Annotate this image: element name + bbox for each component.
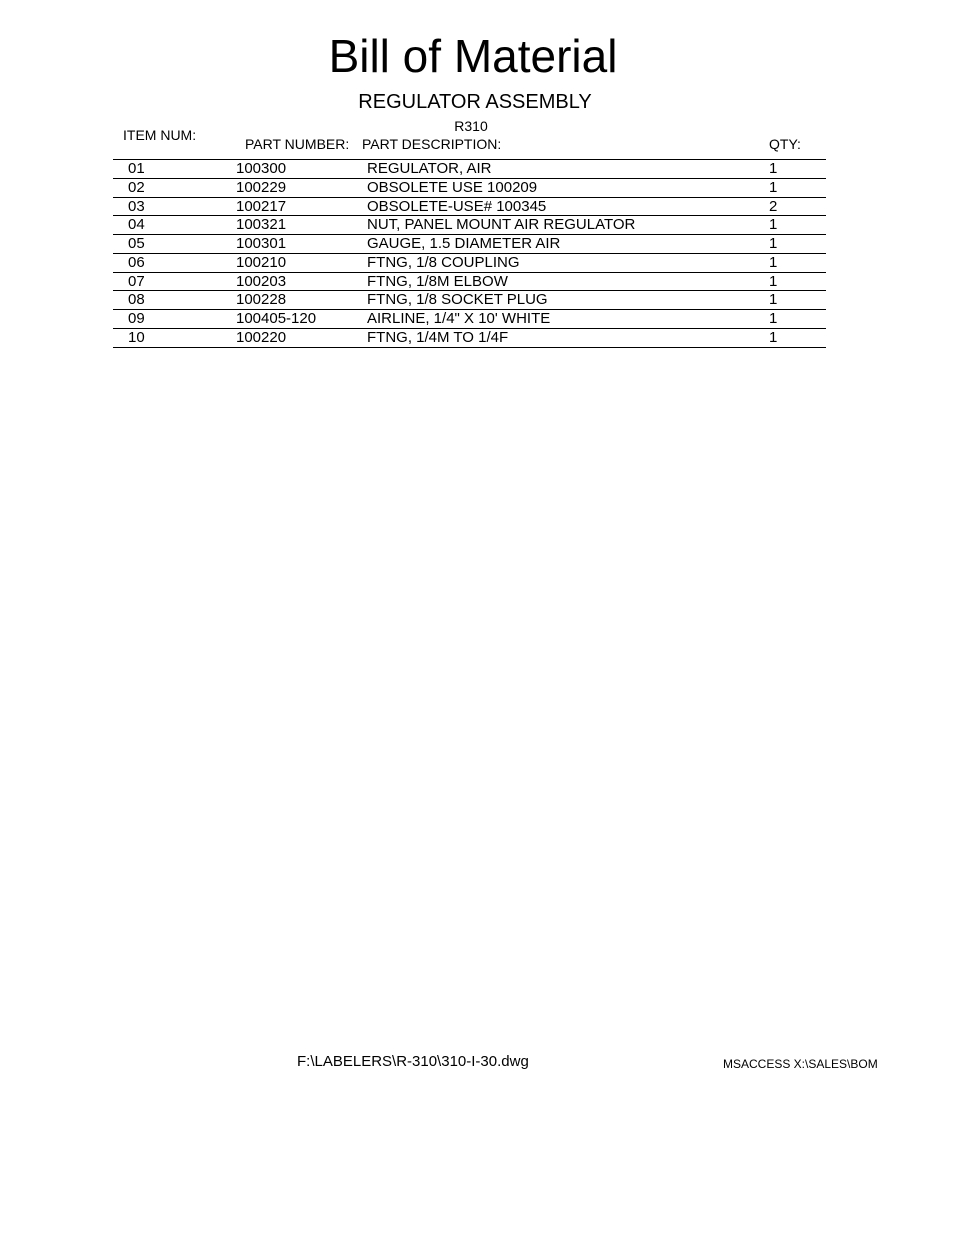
table-row: [113, 328, 826, 348]
table-row: [113, 234, 826, 253]
item-num-cell: 10: [128, 328, 145, 346]
item-num-cell: 06: [128, 253, 145, 271]
qty-cell: 1: [769, 310, 778, 328]
part-number-cell: 100210: [236, 253, 287, 271]
data-source-label: MSACCESS X:\SALES\BOM: [723, 1057, 878, 1071]
header-part-number: PART NUMBER:: [245, 136, 350, 152]
part-description-cell: GAUGE, 1.5 DIAMETER AIR: [367, 235, 561, 253]
part-number-cell: 100405-120: [236, 310, 317, 328]
table-row: [113, 159, 826, 178]
qty-cell: 1: [769, 272, 778, 290]
header-item-num: ITEM NUM:: [123, 127, 197, 143]
table-row: [113, 272, 826, 291]
table-row: [113, 178, 826, 197]
item-num-cell: 07: [128, 272, 145, 290]
model-number: R310: [454, 118, 488, 134]
qty-cell: 1: [769, 328, 778, 346]
part-number-cell: 100301: [236, 235, 287, 253]
item-num-cell: 03: [128, 197, 145, 215]
qty-cell: 1: [769, 291, 778, 309]
part-number-cell: 100220: [236, 328, 287, 346]
table-row: [113, 290, 826, 309]
qty-cell: 2: [769, 197, 778, 215]
table-row: [113, 253, 826, 272]
table-row: [113, 197, 826, 216]
item-num-cell: 01: [128, 160, 145, 177]
part-number-cell: 100300: [236, 160, 287, 177]
header-part-description: PART DESCRIPTION:: [362, 136, 502, 152]
part-description-cell: OBSOLETE USE 100209: [367, 178, 538, 196]
part-number-cell: 100321: [236, 216, 287, 234]
part-description-cell: FTNG, 1/8 COUPLING: [367, 253, 520, 271]
part-description-cell: FTNG, 1/8 SOCKET PLUG: [367, 291, 548, 309]
item-num-cell: 04: [128, 216, 145, 234]
drawing-file-path: F:\LABELERS\R-310\310-I-30.dwg: [297, 1053, 529, 1070]
qty-cell: 1: [769, 178, 778, 196]
table-row: [113, 215, 826, 234]
part-description-cell: REGULATOR, AIR: [367, 160, 492, 177]
qty-cell: 1: [769, 235, 778, 253]
part-description-cell: FTNG, 1/8M ELBOW: [367, 272, 508, 290]
item-num-cell: 02: [128, 178, 145, 196]
part-description-cell: OBSOLETE-USE# 100345: [367, 197, 547, 215]
table-row: [113, 309, 826, 328]
bom-table: [113, 159, 826, 348]
item-num-cell: 09: [128, 310, 145, 328]
header-qty: QTY:: [769, 136, 801, 152]
part-number-cell: 100228: [236, 291, 287, 309]
part-description-cell: NUT, PANEL MOUNT AIR REGULATOR: [367, 216, 636, 234]
page-title: Bill of Material: [328, 30, 618, 82]
qty-cell: 1: [769, 160, 778, 177]
item-num-cell: 08: [128, 291, 145, 309]
qty-cell: 1: [769, 216, 778, 234]
qty-cell: 1: [769, 253, 778, 271]
part-number-cell: 100229: [236, 178, 287, 196]
part-description-cell: FTNG, 1/4M TO 1/4F: [367, 328, 509, 346]
part-number-cell: 100203: [236, 272, 287, 290]
part-number-cell: 100217: [236, 197, 287, 215]
part-description-cell: AIRLINE, 1/4" X 10' WHITE: [367, 310, 551, 328]
item-num-cell: 05: [128, 235, 145, 253]
assembly-subtitle: REGULATOR ASSEMBLY: [358, 91, 592, 113]
